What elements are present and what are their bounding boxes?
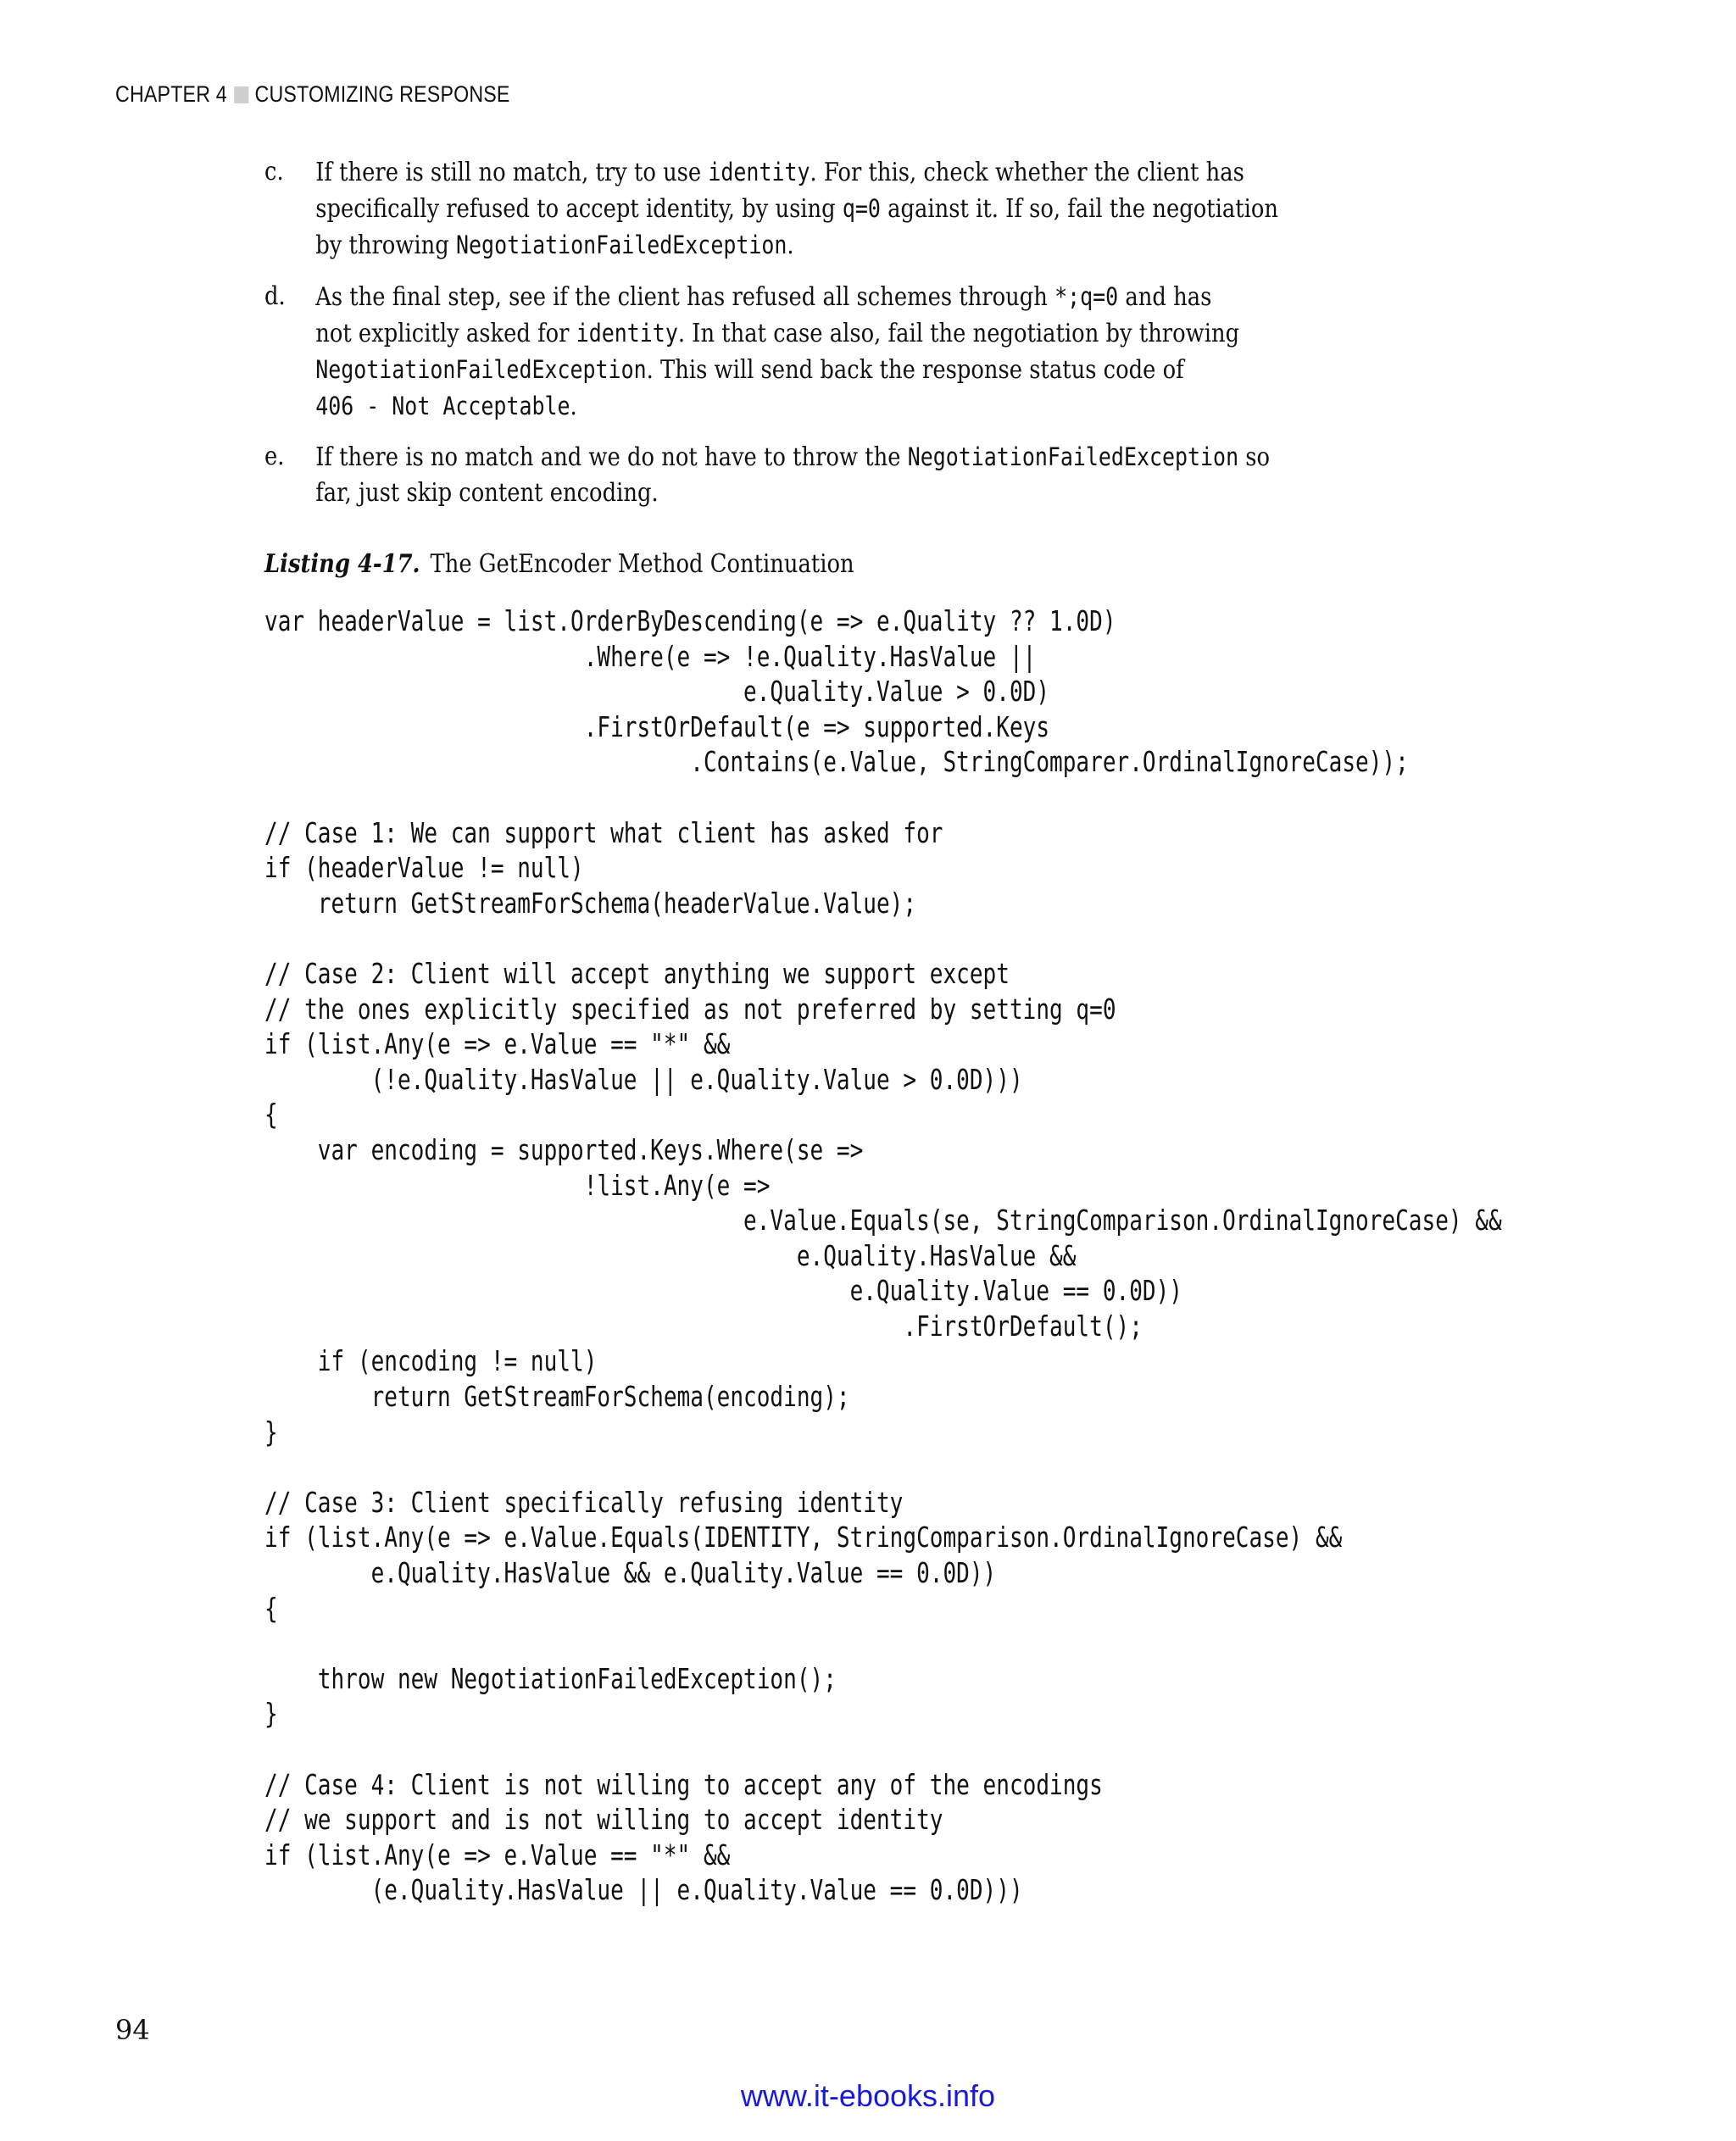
inline-code: NegotiationFailedException: [907, 442, 1239, 471]
text-run: . In that case also, fail the negotiation by throwing: [677, 319, 1240, 348]
text-run: .: [570, 392, 577, 421]
text-line: [315, 227, 1314, 264]
text-run: .: [787, 231, 794, 260]
list-marker: e.: [264, 442, 285, 471]
page-number: 94: [115, 2014, 150, 2046]
text-line: [315, 439, 1314, 475]
text-line: [315, 352, 1314, 388]
running-head: [115, 81, 510, 108]
list-item-text: [315, 279, 1314, 425]
code-listing: var headerValue = list.OrderByDescending(e => e.Quality ?? 1.0D) .Where(e => !e.Quality.HasValue || e.Quality.Value > 0.0D) .FirstOrDefault(e => supported.Keys .Contains(e.Value, StringComparer.OrdinalIgnoreCase)); // Case 1: We can support what client has asked for if (headerValue != null) return GetStreamForSchema(headerValue.Value); // Case 2: Client will accept anything we support except // the ones explicitly specified as not preferred by setting q=0 if (list.Any(e => e.Value == "*" && (!e.Quality.HasValue || e.Quality.Value > 0.0D))) { var encoding = supported.Keys.Where(se => !list.Any(e => e.Value.Equals(se, StringComparison.OrdinalIgnoreCase) && e.Quality.HasValue && e.Quality.Value == 0.0D)) .FirstOrDefault(); if (encoding != null) return GetStreamForSchema(encoding); } // Case 3: Client specifically refusing identity if (list.Any(e => e.Value.Equals(IDENTITY, StringComparison.OrdinalIgnoreCase) && e.Quality.HasValue && e.Quality.Value == 0.0D)) { throw new NegotiationFailedException(); } // Case 4: Client is not willing to accept any of the encodings // we support and is not willing to accept identity if (list.Any(e => e.Value == "*" && (e.Quality.HasValue || e.Quality.Value == 0.0D))): [264, 604, 1502, 1907]
text-run: so: [1238, 442, 1271, 472]
text-run: far, just skip content encoding.: [315, 478, 659, 508]
inline-code: q=0: [842, 194, 881, 223]
text-run: by throwing: [315, 231, 457, 260]
inline-code: NegotiationFailedException: [456, 231, 787, 259]
text-run: If there is still no match, try to use: [315, 158, 709, 187]
text-run: . For this, check whether the client has: [810, 158, 1244, 187]
inline-code: identity: [576, 319, 678, 348]
text-line: [315, 475, 1314, 511]
text-line: [315, 154, 1314, 191]
inline-code: identity: [708, 158, 810, 186]
chapter-label: CHAPTER 4: [115, 81, 227, 107]
text-line: [315, 191, 1314, 227]
listing-label: Listing 4-17.: [264, 549, 420, 579]
section-title: CUSTOMIZING RESPONSE: [254, 81, 510, 107]
text-run: against it. If so, fail the negotiation: [880, 194, 1279, 224]
text-run: and has: [1118, 282, 1212, 312]
inline-code: *;q=0: [1054, 282, 1119, 311]
footer-link[interactable]: www.it-ebooks.info: [740, 2078, 996, 2113]
list-item-text: [315, 154, 1314, 264]
list-item-c: [264, 154, 1314, 264]
text-run: specifically refused to accept identity, by using: [315, 194, 843, 224]
text-run: not explicitly asked for: [315, 319, 576, 348]
square-bullet-icon: [234, 86, 248, 103]
list-item-text: [315, 439, 1314, 511]
listing-title: The GetEncoder Method Continuation: [430, 549, 854, 579]
list-item-d: [264, 279, 1314, 425]
text-run: . This will send back the response status code of: [646, 355, 1184, 385]
inline-code: NegotiationFailedException: [315, 355, 647, 384]
list-item-e: [264, 439, 1314, 511]
text-line: [315, 315, 1314, 352]
listing-caption: [264, 547, 854, 582]
text-run: If there is no match and we do not have to throw the: [315, 442, 908, 472]
text-line: [315, 388, 1314, 425]
inline-code: 406 - Not Acceptable: [315, 392, 570, 420]
list-marker: d.: [264, 281, 286, 311]
text-line: [315, 279, 1314, 315]
text-run: As the final step, see if the client has refused all schemes through: [315, 282, 1055, 312]
list-marker: c.: [264, 157, 284, 186]
